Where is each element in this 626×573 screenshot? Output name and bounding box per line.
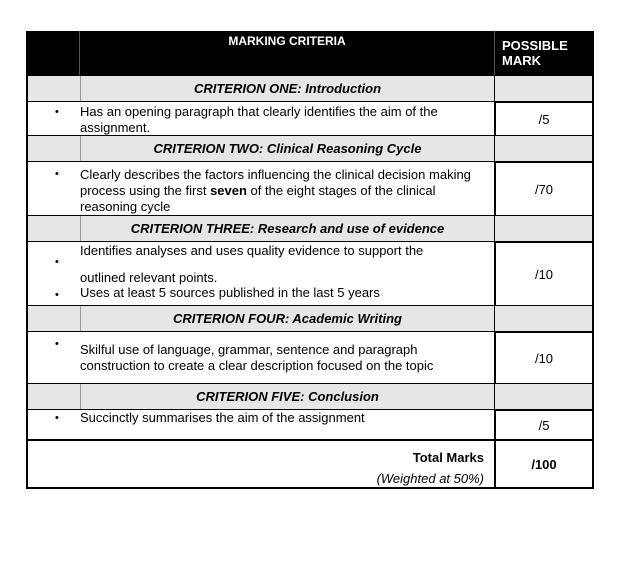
bullet-icon: •: [55, 256, 59, 268]
criterion-four-item-row: [26, 331, 594, 383]
criterion-three-item-2: Uses at least 5 sources published in the last 5 years: [80, 285, 380, 300]
criterion-one-title: CRITERION ONE: Introduction: [80, 76, 494, 101]
header-spacer-cell: [28, 31, 80, 75]
criterion-four-description: Skilful use of language, grammar, sentence and paragraph construction to create a clear description focused on the topic: [80, 342, 434, 373]
total-marks-value: /100: [494, 441, 592, 487]
bullet-icon: •: [55, 338, 59, 350]
criterion-four-title: CRITERION FOUR: Academic Writing: [80, 306, 494, 331]
criterion-three-title: CRITERION THREE: Research and use of evidence: [80, 216, 494, 241]
criterion-two-description: Clearly describes the factors influencing the clinical decision making process using the first seven of the eight stages of the clinical reasoning cycle: [80, 167, 471, 214]
criterion-three-title-row: [26, 215, 594, 241]
possible-mark-heading: POSSIBLE MARK: [494, 31, 592, 75]
criterion-five-title-row: [26, 383, 594, 409]
bullet-icon: •: [55, 106, 59, 118]
bullet-icon: •: [55, 168, 59, 180]
criterion-three-item-1: [80, 243, 490, 285]
criterion-five-item-row: [26, 409, 594, 439]
criterion-three-mark: /10: [494, 242, 592, 305]
criterion-three-item-row: [26, 241, 594, 305]
criterion-two-title: CRITERION TWO: Clinical Reasoning Cycle: [80, 136, 494, 161]
criterion-one-item-row: [26, 101, 594, 135]
total-marks-row: [26, 439, 594, 489]
criterion-one-title-row: [26, 75, 594, 101]
criterion-three-item-1-line-1: Identifies analyses and uses quality evidence to support the: [80, 243, 424, 258]
criterion-two-title-row: [26, 135, 594, 161]
emphasis-word: seven: [210, 183, 247, 198]
criterion-two-mark: /70: [494, 162, 592, 215]
criterion-five-title: CRITERION FIVE: Conclusion: [80, 384, 494, 409]
weighting-note: (Weighted at 50%): [376, 471, 484, 486]
criterion-three-description: [80, 242, 494, 305]
criterion-two-item-row: [26, 161, 594, 215]
total-marks-label: Total Marks: [412, 450, 484, 465]
criterion-one-mark: /5: [494, 102, 592, 135]
table-header-row: [26, 31, 594, 75]
criterion-four-title-row: [26, 305, 594, 331]
marking-criteria-table: [26, 31, 594, 489]
criterion-three-item-1-line-2: outlined relevant points.: [80, 270, 218, 285]
marking-criteria-heading: MARKING CRITERIA: [228, 34, 346, 48]
criterion-four-mark: /10: [494, 332, 592, 383]
criterion-one-description: Has an opening paragraph that clearly identifies the aim of the assignment.: [80, 104, 438, 135]
criterion-five-description: Succinctly summarises the aim of the assignment: [80, 410, 365, 425]
criterion-five-mark: /5: [494, 410, 592, 439]
bullet-icon: •: [55, 412, 59, 424]
bullet-icon: •: [55, 289, 59, 301]
